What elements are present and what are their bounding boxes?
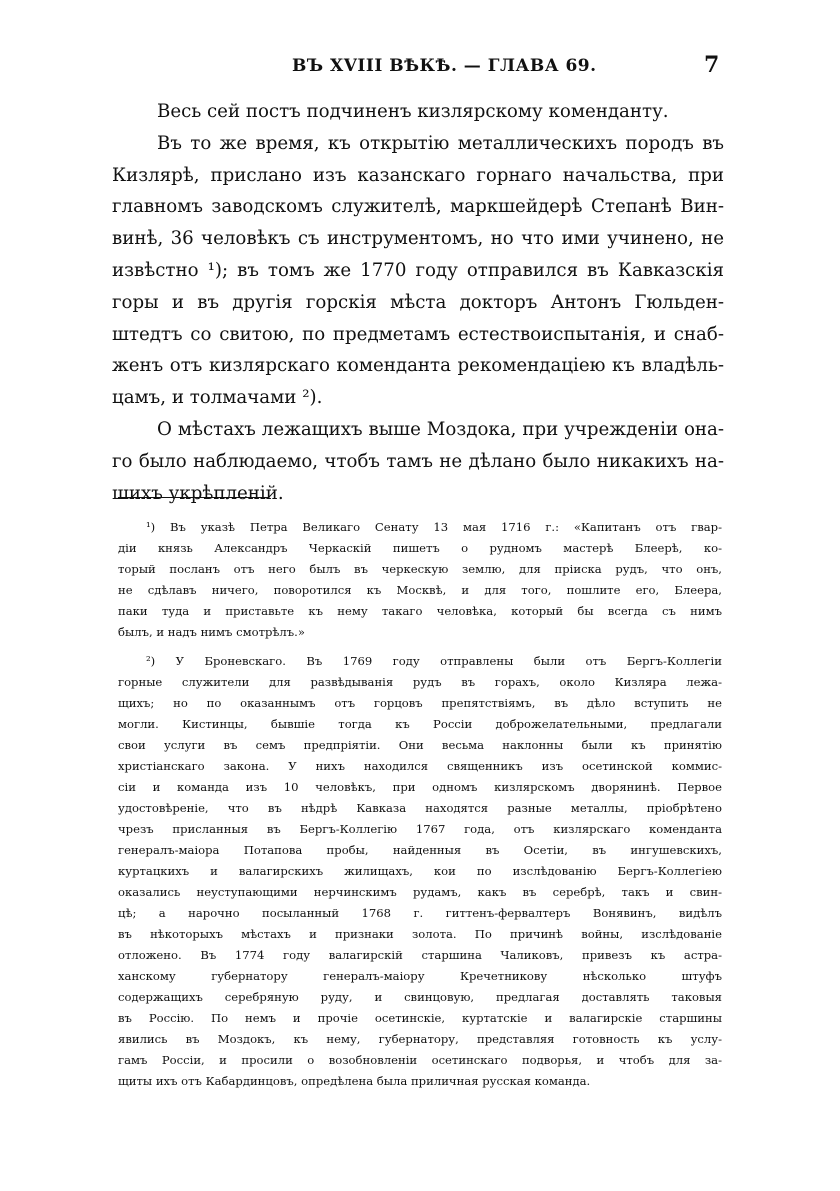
- footnote-line: гамъ Россіи, и просили о возобновленіи осетинскаго подворья, и чтобъ для за-: [118, 1053, 722, 1067]
- footnote-line: щиты ихъ отъ Кабардинцовъ, опредѣлена была приличная русская команда.: [118, 1074, 591, 1088]
- footnote-line: торый посланъ отъ него былъ въ черкескую землю, для пріиска рудъ, что онъ,: [118, 562, 722, 576]
- footnote-line: горные служители для развѣдыванія рудъ въ горахъ, около Кизляра лежа-: [118, 675, 722, 689]
- footnotes: [118, 517, 722, 1092]
- footnote-line: въ нѣкоторыхъ мѣстахъ и признаки золота. По причинѣ войны, изслѣдованіе: [118, 927, 722, 941]
- footnote-line: ²) У Броневскаго. Въ 1769 году отправлены были отъ Бергъ-Коллегіи: [146, 654, 722, 668]
- footnote-line: не сдѣлавъ ничего, поворотился къ Москвѣ, и для того, пошлите его, Блеера,: [118, 583, 722, 597]
- footnote-line: свои услуги въ семъ предпріятіи. Они весьма наклонны были къ принятію: [118, 738, 722, 752]
- body-line: цамъ, и толмачами ²).: [112, 387, 323, 409]
- footnote-line: чрезъ присланныя въ Бергъ-Коллегію 1767 года, отъ кизлярскаго коменданта: [118, 822, 722, 836]
- footnote-line: генералъ-маіора Потапова пробы, найденныя въ Осетіи, въ ингушевскихъ,: [118, 843, 722, 857]
- main-text: [112, 96, 724, 509]
- body-line: штедтъ со свитою, по предметамъ естествоиспытанія, и снаб-: [112, 323, 724, 345]
- footnote-line: христіанскаго закона. У нихъ находился священникъ изъ осетинской коммис-: [118, 759, 722, 773]
- body-line: извѣстно ¹); въ томъ же 1770 году отправился въ Кавказскія: [112, 259, 724, 281]
- footnote-line: паки туда и приставьте къ нему такаго человѣка, который бы всегда съ нимъ: [118, 604, 722, 618]
- footnote-line: щихъ; но по оказаннымъ отъ горцовъ препятствіямъ, въ дѣло вступить не: [118, 696, 722, 710]
- body-line: шихъ укрѣпленій.: [112, 482, 284, 504]
- body-line: Въ то же время, къ открытію металлическихъ породъ въ: [157, 132, 724, 154]
- body-line: горы и въ другія горскія мѣста докторъ Антонъ Гюльден-: [112, 291, 724, 313]
- running-head: ВЪ XVIII ВѢКѢ. — ГЛАВА 69.: [292, 56, 597, 76]
- body-line: главномъ заводскомъ служителѣ, маркшейдерѣ Степанѣ Вин-: [112, 196, 724, 218]
- page-number: 7: [704, 52, 720, 78]
- footnote-line: діи князь Александръ Черкаскій пишетъ о рудномъ мастерѣ Блеерѣ, ко-: [118, 541, 722, 555]
- body-line: О мѣстахъ лежащихъ выше Моздока, при учрежденіи она-: [157, 418, 724, 440]
- footnote-line: цѣ; а нарочно посыланный 1768 г. гиттенъ-фервалтеръ Вонявинъ, видѣлъ: [118, 906, 722, 920]
- footnote-line: могли. Кистинцы, бывшіе тогда къ Россіи доброжелательными, предлагали: [118, 717, 722, 731]
- footnote-1: [118, 517, 722, 643]
- footnote-line: ¹) Въ указѣ Петра Великаго Сенату 13 мая 1716 г.: «Капитанъ отъ гвар-: [146, 520, 722, 534]
- footnote-line: оказались неуступающими нерчинскимъ рудамъ, какъ въ серебрѣ, такъ и свин-: [118, 885, 722, 899]
- footnote-line: въ Россію. По немъ и прочіе осетинскіе, куртатскіе и валагирскіе старшины: [118, 1011, 722, 1025]
- footnote-2: [118, 651, 722, 1092]
- body-line: Кизлярѣ, прислано изъ казанскаго горнаго начальства, при: [112, 164, 724, 186]
- footnote-line: содержащихъ серебряную руду, и свинцовую, предлагая доставлять таковыя: [118, 990, 722, 1004]
- body-line: Весь сей постъ подчиненъ кизлярскому коменданту.: [157, 101, 669, 122]
- footnote-line: отложено. Въ 1774 году валагирскій старшина Чаликовъ, привезъ къ астра-: [118, 948, 722, 962]
- body-line: винѣ, 36 человѣкъ съ инструментомъ, но что ими учинено, не: [112, 228, 724, 250]
- footnote-line: куртацкихъ и валагирскихъ жилищахъ, кои по изслѣдованію Бергъ-Коллегіею: [118, 864, 722, 878]
- footnote-separator: [118, 497, 268, 498]
- footnote-line: явились въ Моздокъ, къ нему, губернатору, представляя готовность къ услу-: [118, 1032, 722, 1046]
- footnote-line: ханскому губернатору генералъ-маіору Кречетникову нѣсколько штуфъ: [118, 969, 722, 983]
- footnote-line: удостовѣреніе, что въ нѣдрѣ Кавказа находятся разные металлы, пріобрѣтено: [118, 801, 722, 815]
- body-line: го было наблюдаемо, чтобъ тамъ не дѣлано было никакихъ на-: [112, 450, 724, 472]
- footnote-line: сіи и команда изъ 10 человѣкъ, при одномъ кизлярскомъ дворянинѣ. Первое: [118, 780, 722, 794]
- footnote-line: былъ, и надъ нимъ смотрѣлъ.»: [118, 625, 305, 639]
- body-line: женъ отъ кизлярскаго коменданта рекомендаціею къ владѣль-: [112, 355, 724, 377]
